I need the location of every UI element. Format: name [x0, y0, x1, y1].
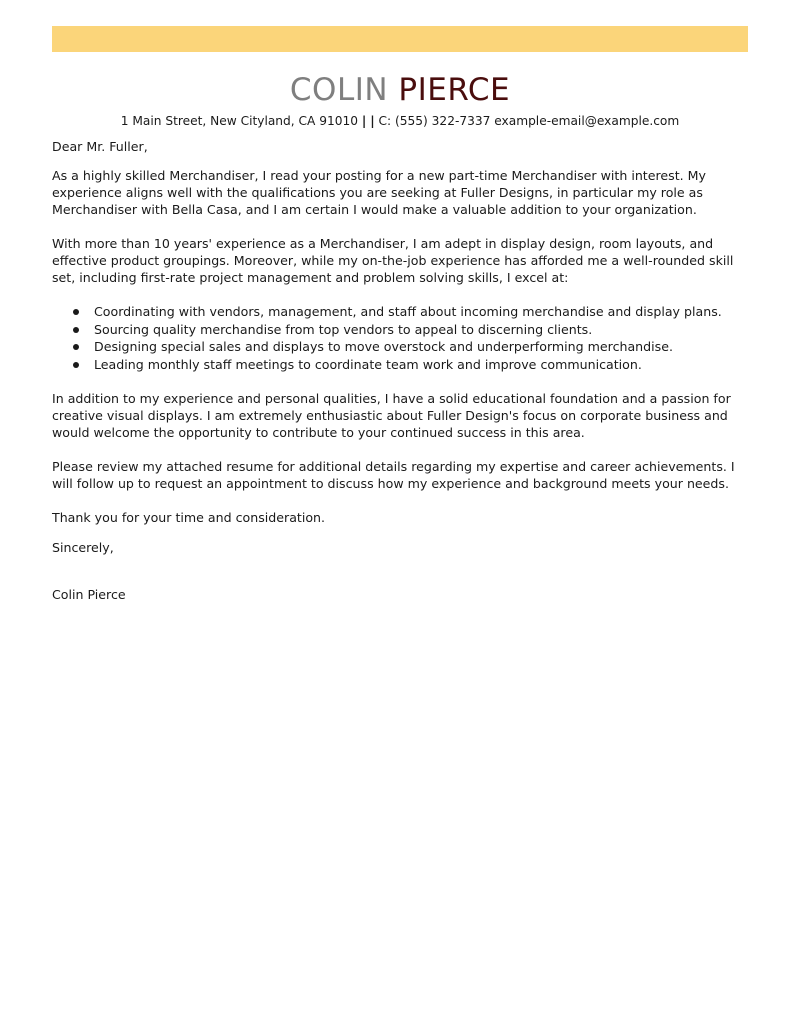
contact-separator-2: | [370, 114, 375, 128]
first-name: COLIN [289, 72, 389, 108]
thanks-line: Thank you for your time and consideration. [52, 510, 326, 525]
closing-block [52, 509, 752, 603]
paragraph-4: Please review my attached resume for additional details regarding my expertise and career achievements. I will follow up to request an appointment to discuss how my experience and background meets your needs. [52, 459, 735, 491]
phone: C: (555) 322-7337 [378, 114, 491, 128]
contact-separator: | [361, 114, 367, 128]
paragraph-2: With more than 10 years' experience as a Merchandiser, I am adept in display design, room layouts, and effective product groupings. Moreover, while my on-the-job experience has afforded me a well-rounded skill set, including first-rate project management and problem solving skills, I excel at: [52, 236, 734, 285]
address: 1 Main Street, New Cityland, CA 91010 [120, 114, 359, 128]
paragraph-1: As a highly skilled Merchandiser, I read your posting for a new part-time Merchandiser with interest. My experience aligns well with the qualifications you are seeking at Fuller Designs, in particular my role as Merchandiser with Bella Casa, and I am certain I would make a valuable addition to your organization. [52, 168, 706, 217]
salutation: Dear Mr. Fuller, [52, 139, 148, 154]
list-item-text: Leading monthly staff meetings to coordinate team work and improve communication. [94, 356, 642, 372]
list-item [52, 338, 752, 356]
letter-body [52, 138, 752, 616]
list-item-text: Sourcing quality merchandise from top vendors to appeal to discerning clients. [94, 321, 593, 337]
signature-name: Colin Pierce [52, 587, 126, 602]
header-accent-bar [52, 26, 748, 52]
bullet-icon [73, 344, 79, 350]
paragraph-3: In addition to my experience and personal qualities, I have a solid educational foundation and a passion for creative visual displays. I am extremely enthusiastic about Fuller Design's focus on corporate business and would welcome the opportunity to contribute to your continued success in this area. [52, 391, 731, 440]
contact-line [0, 113, 800, 129]
applicant-name [0, 70, 800, 110]
list-item [52, 321, 752, 339]
list-item-text: Designing special sales and displays to move overstock and underperforming merchandise. [94, 339, 673, 354]
closing-line: Sincerely, [52, 540, 114, 555]
list-item [52, 303, 752, 321]
list-item-text: Coordinating with vendors, management, and staff about incoming merchandise and display plans. [94, 304, 722, 319]
last-name: PIERCE [398, 72, 511, 108]
bullet-icon [73, 327, 79, 333]
skills-list [52, 303, 752, 373]
bullet-icon [73, 362, 79, 368]
list-item [52, 356, 752, 374]
bullet-icon [73, 309, 79, 315]
email: example-email@example.com [494, 114, 680, 128]
